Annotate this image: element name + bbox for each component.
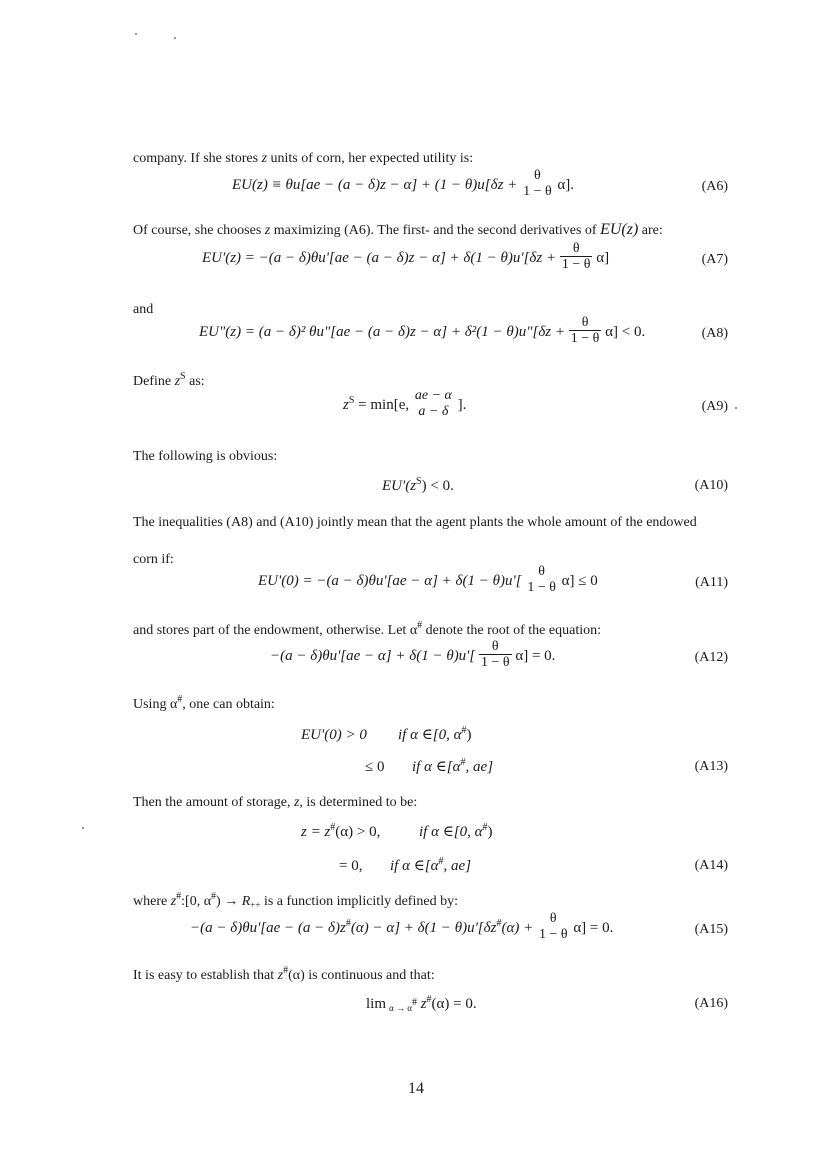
paragraph-line: company. If she stores z units of corn, her expected utility is: bbox=[133, 151, 474, 166]
scan-speck bbox=[735, 407, 737, 409]
paragraph-line: It is easy to establish that z#(α) is continuous and that: bbox=[133, 965, 435, 983]
equation-a11: EU'(0) = −(a − δ)θu'[ae − α] + δ(1 − θ)u'[ θ 1 − θ α] ≤ 0 bbox=[258, 564, 598, 595]
equation-label-a14: (A14) bbox=[694, 858, 728, 873]
equation-label-a8: (A8) bbox=[701, 326, 728, 341]
scan-speck bbox=[135, 33, 137, 35]
equation-label-a13: (A13) bbox=[694, 759, 728, 774]
page-number: 14 bbox=[408, 1080, 424, 1097]
equation-a7: EU'(z) = −(a − δ)θu'[ae − (a − δ)z − α] + δ(1 − θ)u'[δz + $\frac{\theta}{1 - \theta}$ α] bbox=[202, 241, 610, 272]
equation-label-a16: (A16) bbox=[694, 996, 728, 1011]
equation-a6: EU(z) ≡ θu[ae − (a − δ)z − α] + (1 − θ)u[δz + θ 1 − θ α]. bbox=[232, 168, 575, 199]
equation-a15: −(a − δ)θu'[ae − (a − δ)z#(α) − α] + δ(1 − θ)u'[δz#(α) + θ 1 − θ α] = 0. bbox=[190, 911, 614, 942]
paragraph-line: The inequalities (A8) and (A10) jointly mean that the agent plants the whole amount of the endowed bbox=[133, 515, 697, 530]
equation-label-a10: (A10) bbox=[694, 478, 728, 493]
equation-label-a6: (A6) bbox=[701, 179, 728, 194]
equation-a14-cond2: if α ∈[α#, ae] bbox=[390, 856, 472, 874]
paragraph-line: Of course, she chooses z maximizing (A6). The first- and the second derivatives of EU(z) are: bbox=[133, 221, 663, 238]
paragraph-line: corn if: bbox=[133, 552, 174, 567]
equation-label-a11: (A11) bbox=[695, 575, 728, 590]
equation-label-a7: (A7) bbox=[701, 252, 728, 267]
equation-label-a15: (A15) bbox=[694, 922, 728, 937]
paragraph-line: Define $z^S$ as: bbox=[133, 371, 205, 389]
equation-a12: −(a − δ)θu'[ae − α] + δ(1 − θ)u'[ $\frac{\theta}{1 - \theta}$ α] = 0. bbox=[270, 639, 556, 670]
paragraph-line: and stores part of the endowment, otherwise. Let α# denote the root of the equation: bbox=[133, 620, 601, 638]
equation-a14-line2: = 0, bbox=[339, 858, 363, 874]
equation-a9: $z^S = \min[e$, ae − α a − δ ]. bbox=[343, 388, 467, 419]
paragraph-line: The following is obvious: bbox=[133, 449, 278, 464]
scan-speck bbox=[174, 37, 176, 39]
equation-a16: lim $_{\alpha \to \alpha^{\#}}$ z#(α) = 0. bbox=[366, 994, 477, 1013]
equation-a14-cond1: if α ∈[0, α#) bbox=[419, 822, 493, 840]
equation-a10: $EU'(z^S) < 0$. bbox=[382, 476, 454, 494]
equation-a8: EU"(z) = (a − δ)² θu"[ae − (a − δ)z − α] + δ²(1 − θ)u"[δz + $\frac{\theta}{1 - \theta}$ α] < 0. bbox=[199, 315, 646, 346]
paragraph-line: and bbox=[133, 302, 154, 317]
equation-a13-line2: ≤ 0 bbox=[365, 759, 385, 775]
equation-label-a12: (A12) bbox=[694, 650, 728, 665]
equation-a13-cond1: if α ∈[0, α#) bbox=[398, 725, 472, 743]
paragraph-line: Then the amount of storage, z, is determined to be: bbox=[133, 795, 418, 810]
scan-speck bbox=[82, 827, 84, 829]
equation-a13-cond2: if α ∈[α#, ae] bbox=[412, 757, 494, 775]
equation-a14-line1: z = z#(α) > 0, bbox=[301, 822, 381, 840]
equation-label-a9: (A9) bbox=[701, 399, 728, 414]
equation-a13-line1: EU'(0) > 0 bbox=[301, 727, 367, 743]
paragraph-line: Using α#, one can obtain: bbox=[133, 694, 275, 712]
paragraph-line: where z#:[0, $\alpha^{\#}) \to R_{++}$ is a function implicitly defined by: bbox=[133, 891, 458, 910]
